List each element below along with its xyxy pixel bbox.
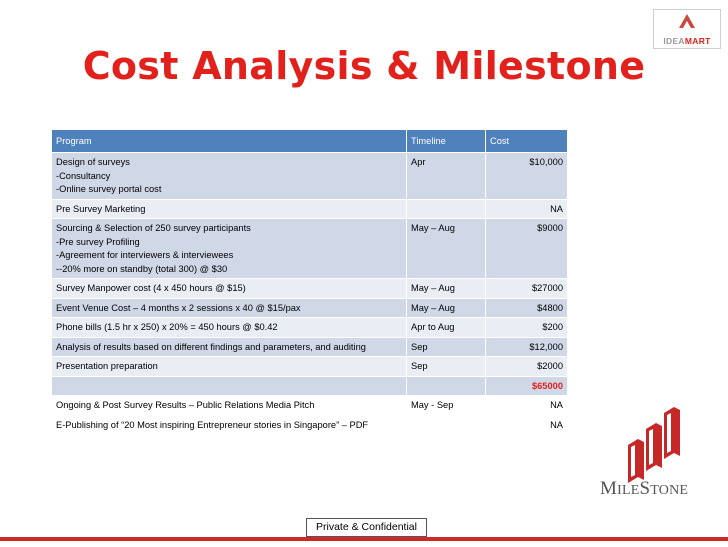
program-line: Phone bills (1.5 hr x 250) x 20% = 450 hours @ $0.42	[56, 322, 278, 332]
program-cell	[52, 396, 407, 416]
program-line: -Pre survey Profiling	[56, 236, 140, 247]
program-line: Ongoing & Post Survey Results – Public Relations Media Pitch	[56, 400, 315, 410]
page-title: Cost Analysis & Milestone	[82, 44, 646, 88]
program-line: Presentation preparation	[56, 361, 158, 371]
table-row	[52, 153, 568, 200]
table-row	[52, 376, 568, 396]
cost-table	[51, 129, 568, 435]
timeline-cell	[407, 376, 486, 396]
timeline-cell: May – Aug	[407, 219, 486, 279]
program-cell	[52, 357, 407, 377]
timeline-cell	[407, 199, 486, 219]
program-cell	[52, 376, 407, 396]
program-cell	[52, 199, 407, 219]
column-header-program: Program	[52, 130, 407, 153]
total-cost-cell: $65000	[486, 376, 568, 396]
timeline-cell	[407, 415, 486, 435]
program-line: Analysis of results based on different findings and parameters, and auditing	[56, 341, 366, 352]
program-cell	[52, 318, 407, 338]
table-row	[52, 199, 568, 219]
timeline-cell: May – Aug	[407, 298, 486, 318]
cost-cell: $9000	[486, 219, 568, 279]
program-cell	[52, 415, 407, 435]
program-line	[56, 380, 402, 394]
ideamart-logo-text: IDEAMART	[663, 36, 711, 46]
column-header-timeline: Timeline	[407, 130, 486, 153]
timeline-cell: May - Sep	[407, 396, 486, 416]
program-line: Sourcing & Selection of 250 survey participants	[56, 223, 251, 233]
program-line: --20% more on standby (total 300) @ $30	[56, 263, 228, 274]
table-row	[52, 337, 568, 357]
cost-cell: $4800	[486, 298, 568, 318]
timeline-cell: May – Aug	[407, 279, 486, 299]
table-row	[52, 279, 568, 299]
program-line: Event Venue Cost – 4 months x 2 sessions x 40 @ $15/pax	[56, 302, 301, 313]
table-row	[52, 219, 568, 279]
table-row	[52, 357, 568, 377]
cost-cell: $2000	[486, 357, 568, 377]
ideamart-logo	[653, 9, 721, 49]
program-line: Pre Survey Marketing	[56, 203, 146, 214]
cost-cell: NA	[486, 199, 568, 219]
table-row	[52, 318, 568, 338]
program-cell	[52, 153, 407, 200]
program-cell	[52, 337, 407, 357]
program-line: -Agreement for interviewers & interviewees	[56, 250, 234, 260]
timeline-cell: Apr to Aug	[407, 318, 486, 338]
program-line: E-Publishing of “20 Most inspiring Entrepreneur stories in Singapore” – PDF	[56, 419, 369, 430]
cost-cell: $12,000	[486, 337, 568, 357]
timeline-cell: Apr	[407, 153, 486, 200]
timeline-cell: Sep	[407, 357, 486, 377]
cost-cell: NA	[486, 396, 568, 416]
table-body	[52, 153, 568, 435]
footer-confidential-label: Private & Confidential	[306, 518, 427, 537]
cost-cell: $27000	[486, 279, 568, 299]
program-cell	[52, 279, 407, 299]
program-line: -Consultancy	[56, 170, 111, 181]
ideamart-logo-icon	[676, 13, 698, 29]
timeline-cell: Sep	[407, 337, 486, 357]
cost-cell: $200	[486, 318, 568, 338]
program-cell	[52, 298, 407, 318]
program-cell	[52, 219, 407, 279]
milestone-brand-text: MILESTONE	[600, 478, 689, 499]
program-line: -Online survey portal cost	[56, 184, 162, 194]
table-header-row	[52, 130, 568, 153]
program-line: Design of surveys	[56, 157, 130, 167]
column-header-cost: Cost	[486, 130, 568, 153]
cost-cell: NA	[486, 415, 568, 435]
program-line: Survey Manpower cost (4 x 450 hours @ $15)	[56, 283, 246, 293]
table-row	[52, 415, 568, 435]
table-row	[52, 396, 568, 416]
table-row	[52, 298, 568, 318]
cost-cell: $10,000	[486, 153, 568, 200]
